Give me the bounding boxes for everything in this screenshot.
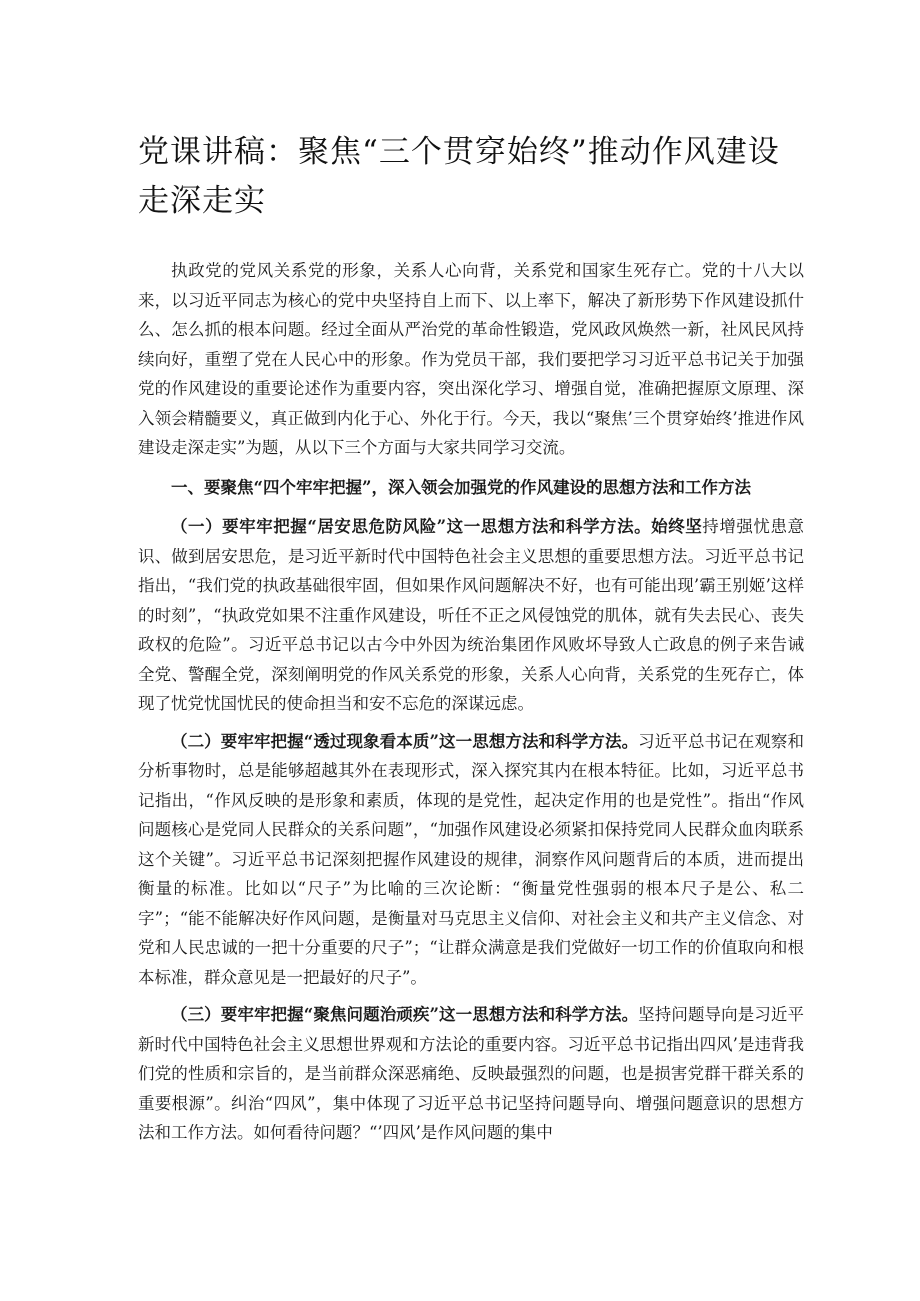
- document-title: 党课讲稿：聚焦“三个贯穿始终”推动作风建设走深走实: [138, 134, 780, 219]
- subsection-1-lead: （一）要牢牢把握“居安思危防风险”这一思想方法和科学方法。始终坚: [171, 517, 703, 536]
- intro-paragraph: 执政党的党风关系党的形象，关系人心向背，关系党和国家生死存亡。党的十八大以来，以习近平同志为核心的党中央坚持自上而下、以上率下，解决了新形势下作风建设抓什么、怎么抓的根本问题。经过全面从严治党的革命性锻造，党风政风焕然一新，社风民风持续向好，重塑了党在人民心中的形象。作为党员干部，我们要把学习习近平总书记关于加强党的作风建设的重要论述作为重要内容，突出深化学习、增强自觉，准确把握原文原理、深入领会精髓要义，真正做到内化于心、外化于行。今天，我以“聚焦’三个贯穿始终’推进作风建设走深走实”为题，从以下三个方面与大家共同学习交流。: [138, 261, 804, 457]
- subsection-2-paragraph: [138, 727, 804, 993]
- subsection-3-lead: （三）要牢牢把握“聚焦问题治顽疾”这一思想方法和科学方法。: [171, 1005, 639, 1024]
- subsection-2-lead: （二）要牢牢把握“透过现象看本质”这一思想方法和科学方法。: [171, 731, 639, 751]
- section-heading-1: 一、要聚焦“四个牢牢把握”，深入领会加强党的作风建设的思想方法和工作方法: [171, 477, 751, 497]
- subsection-1-body: 持增强忧患意识、做到居安思危，是习近平新时代中国特色社会主义思想的重要思想方法。习近平总书记指出，“我们党的执政基础很牢固，但如果作风问题解决不好，也有可能出现’霸王别姬’这样的时刻”，“执政党如果不注重作风建设，听任不正之风侵蚀党的肌体，就有失去民心、丧失政权的危险”。习近平总书记以古今中外因为统治集团作风败坏导致人亡政息的例子来告诫全党、警醒全党，深刻阐明党的作风关系党的形象，关系人心向背，关系党的生死存亡，体现了忧党忧国忧民的使命担当和安不忘危的深谋远虑。: [138, 517, 805, 713]
- subsection-3-body: 坚持问题导向是习近平新时代中国特色社会主义思想世界观和方法论的重要内容。习近平总书记指出四风’是违背我们党的性质和宗旨的，是当前群众深恶痛绝、反映最强烈的问题，也是损害党群干群关系的重要根源”。纠治“四风”，集中体现了习近平总书记坚持问题导向、增强问题意识的思想方法和工作方法。如何看待问题？“’四风’是作风问题的集中: [138, 1005, 805, 1142]
- subsection-1-paragraph: [138, 512, 804, 719]
- subsection-3-paragraph: [138, 1000, 804, 1148]
- subsection-2-body: 习近平总书记在观察和分析事物时，总是能够超越其外在表现形式，深入探究其内在根本特征。比如，习近平总书记指出，“作风反映的是形象和素质，体现的是党性，起决定作用的也是党性”。指出“作风问题核心是党同人民群众的关系问题”，“加强作风建设必须紧扣保持党同人民群众血肉联系这个关键”。习近平总书记深刻把握作风建设的规律，洞察作风问题背后的本质，进而提出衡量的标准。比如以“尺子”为比喻的三次论断：“衡量党性强弱的根本尺子是公、私二字”；“能不能解决好作风问题，是衡量对马克思主义信仰、对社会主义和共产主义信念、对党和人民忠诚的一把十分重要的尺子”；“让群众满意是我们党做好一切工作的价值取向和根本标准，群众意见是一把最好的尺子”。: [138, 731, 805, 987]
